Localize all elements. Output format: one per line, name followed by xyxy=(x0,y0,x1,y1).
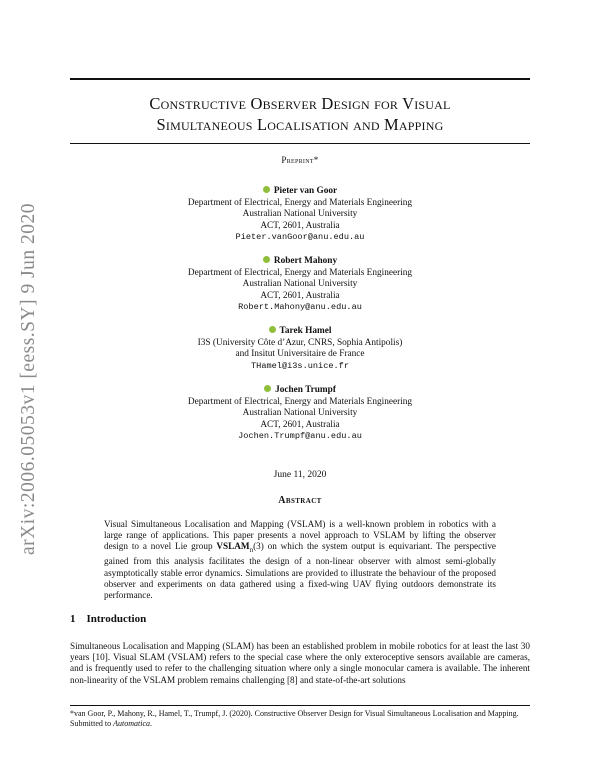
abstract-heading: Abstract xyxy=(278,495,322,506)
introduction-paragraph: Simultaneous Localisation and Mapping (SLAM) has been an established problem in mobile robotics for at least the last 30 years [10]. Visual SLAM (VSLAM) refers to the special case where the only exteroceptive sensors available are cameras, and is frequently used to refer to the challenging situation where only a single monocular camera is available. The inherent non-linearity of the VSLAM problem remains challenging [8] and state-of-the-art solutions xyxy=(70,641,530,685)
abstract-text-part-1: Visual Simultaneous Localisation and Mapping (VSLAM) is a well-known problem in robotics with a large range of applications. This paper presents a novel approach to VSLAM by lifting the observer design to a novel Lie group xyxy=(104,519,496,552)
author-block xyxy=(100,256,500,314)
title-line-1: Constructive Observer Design for Visual xyxy=(149,94,451,113)
author-block xyxy=(100,326,500,372)
title-bottom-rule xyxy=(70,143,530,144)
title-line-2: Simultaneous Localisation and Mapping xyxy=(156,115,444,134)
author-name: Tarek Hamel xyxy=(279,326,332,336)
author-affiliation: ACT, 2601, Australia xyxy=(260,419,340,430)
title-top-rule xyxy=(70,78,530,80)
author-affiliation: ACT, 2601, Australia xyxy=(260,220,340,231)
date: June 11, 2020 xyxy=(273,470,327,480)
author-affiliation: Australian National University xyxy=(242,408,358,419)
author-name: Jochen Trumpf xyxy=(275,385,336,395)
footnote-rule xyxy=(70,705,530,706)
author-block xyxy=(100,186,500,244)
abstract-text xyxy=(104,519,496,601)
paper-title xyxy=(70,93,530,135)
footnote xyxy=(70,709,530,729)
author-affiliation: Department of Electrical, Energy and Materials Engineering xyxy=(187,197,413,208)
author-name: Pieter van Goor xyxy=(273,186,338,196)
arxiv-stamp: arXiv:2006.05053v1 [eess.SY] 9 Jun 2020 xyxy=(18,202,39,555)
author-affiliation: Department of Electrical, Energy and Materials Engineering xyxy=(187,396,413,407)
lie-group-symbol: VSLAM xyxy=(216,541,250,552)
orcid-icon[interactable] xyxy=(263,186,270,193)
author-affiliation: Australian National University xyxy=(242,209,358,220)
section-title: Introduction xyxy=(86,613,147,625)
author-affiliation: I3S (University Côte d’Azur, CNRS, Sophia Antipolis) xyxy=(197,337,403,348)
author-email[interactable]: THamel@i3s.unice.fr xyxy=(251,360,349,371)
orcid-icon[interactable] xyxy=(264,385,271,392)
author-affiliation: Australian National University xyxy=(242,279,358,290)
author-block xyxy=(100,385,500,443)
author-email[interactable]: Pieter.vanGoor@anu.edu.au xyxy=(235,232,365,243)
preprint-label: Preprint* xyxy=(281,155,319,165)
section-number: 1 xyxy=(70,613,76,625)
footnote-journal: Automatica xyxy=(113,719,151,728)
author-name: Robert Mahony xyxy=(273,256,338,266)
author-email[interactable]: Jochen.Trumpf@anu.edu.au xyxy=(238,431,362,442)
author-affiliation: and Insitut Universitaire de France xyxy=(235,349,365,360)
section-heading-introduction xyxy=(70,613,146,625)
lie-group-subscript: n xyxy=(249,546,254,555)
author-affiliation: Department of Electrical, Energy and Materials Engineering xyxy=(187,267,413,278)
footnote-text-part-2: . xyxy=(150,719,153,728)
footnote-text-part-1: *van Goor, P., Mahony, R., Hamel, T., Trumpf, J. (2020). Constructive Observer Design for Visual Simultaneous Localisation and Mapping. Submitted to xyxy=(70,709,519,728)
author-email[interactable]: Robert.Mahony@anu.edu.au xyxy=(238,302,362,313)
author-affiliation: ACT, 2601, Australia xyxy=(260,290,340,301)
orcid-icon[interactable] xyxy=(269,326,276,333)
orcid-icon[interactable] xyxy=(263,256,270,263)
abstract-text-part-2: (3) on which the system output is equivariant. The perspective gained from this analysis facilitates the design of a non-linear observer with almost semi-globally asymptotically stable error dynamics. Simulations are provided to illustrate the behaviour of the proposed observer and experiments on data gathered using a fixed-wing UAV flying outdoors demonstrate its performance. xyxy=(104,541,496,601)
